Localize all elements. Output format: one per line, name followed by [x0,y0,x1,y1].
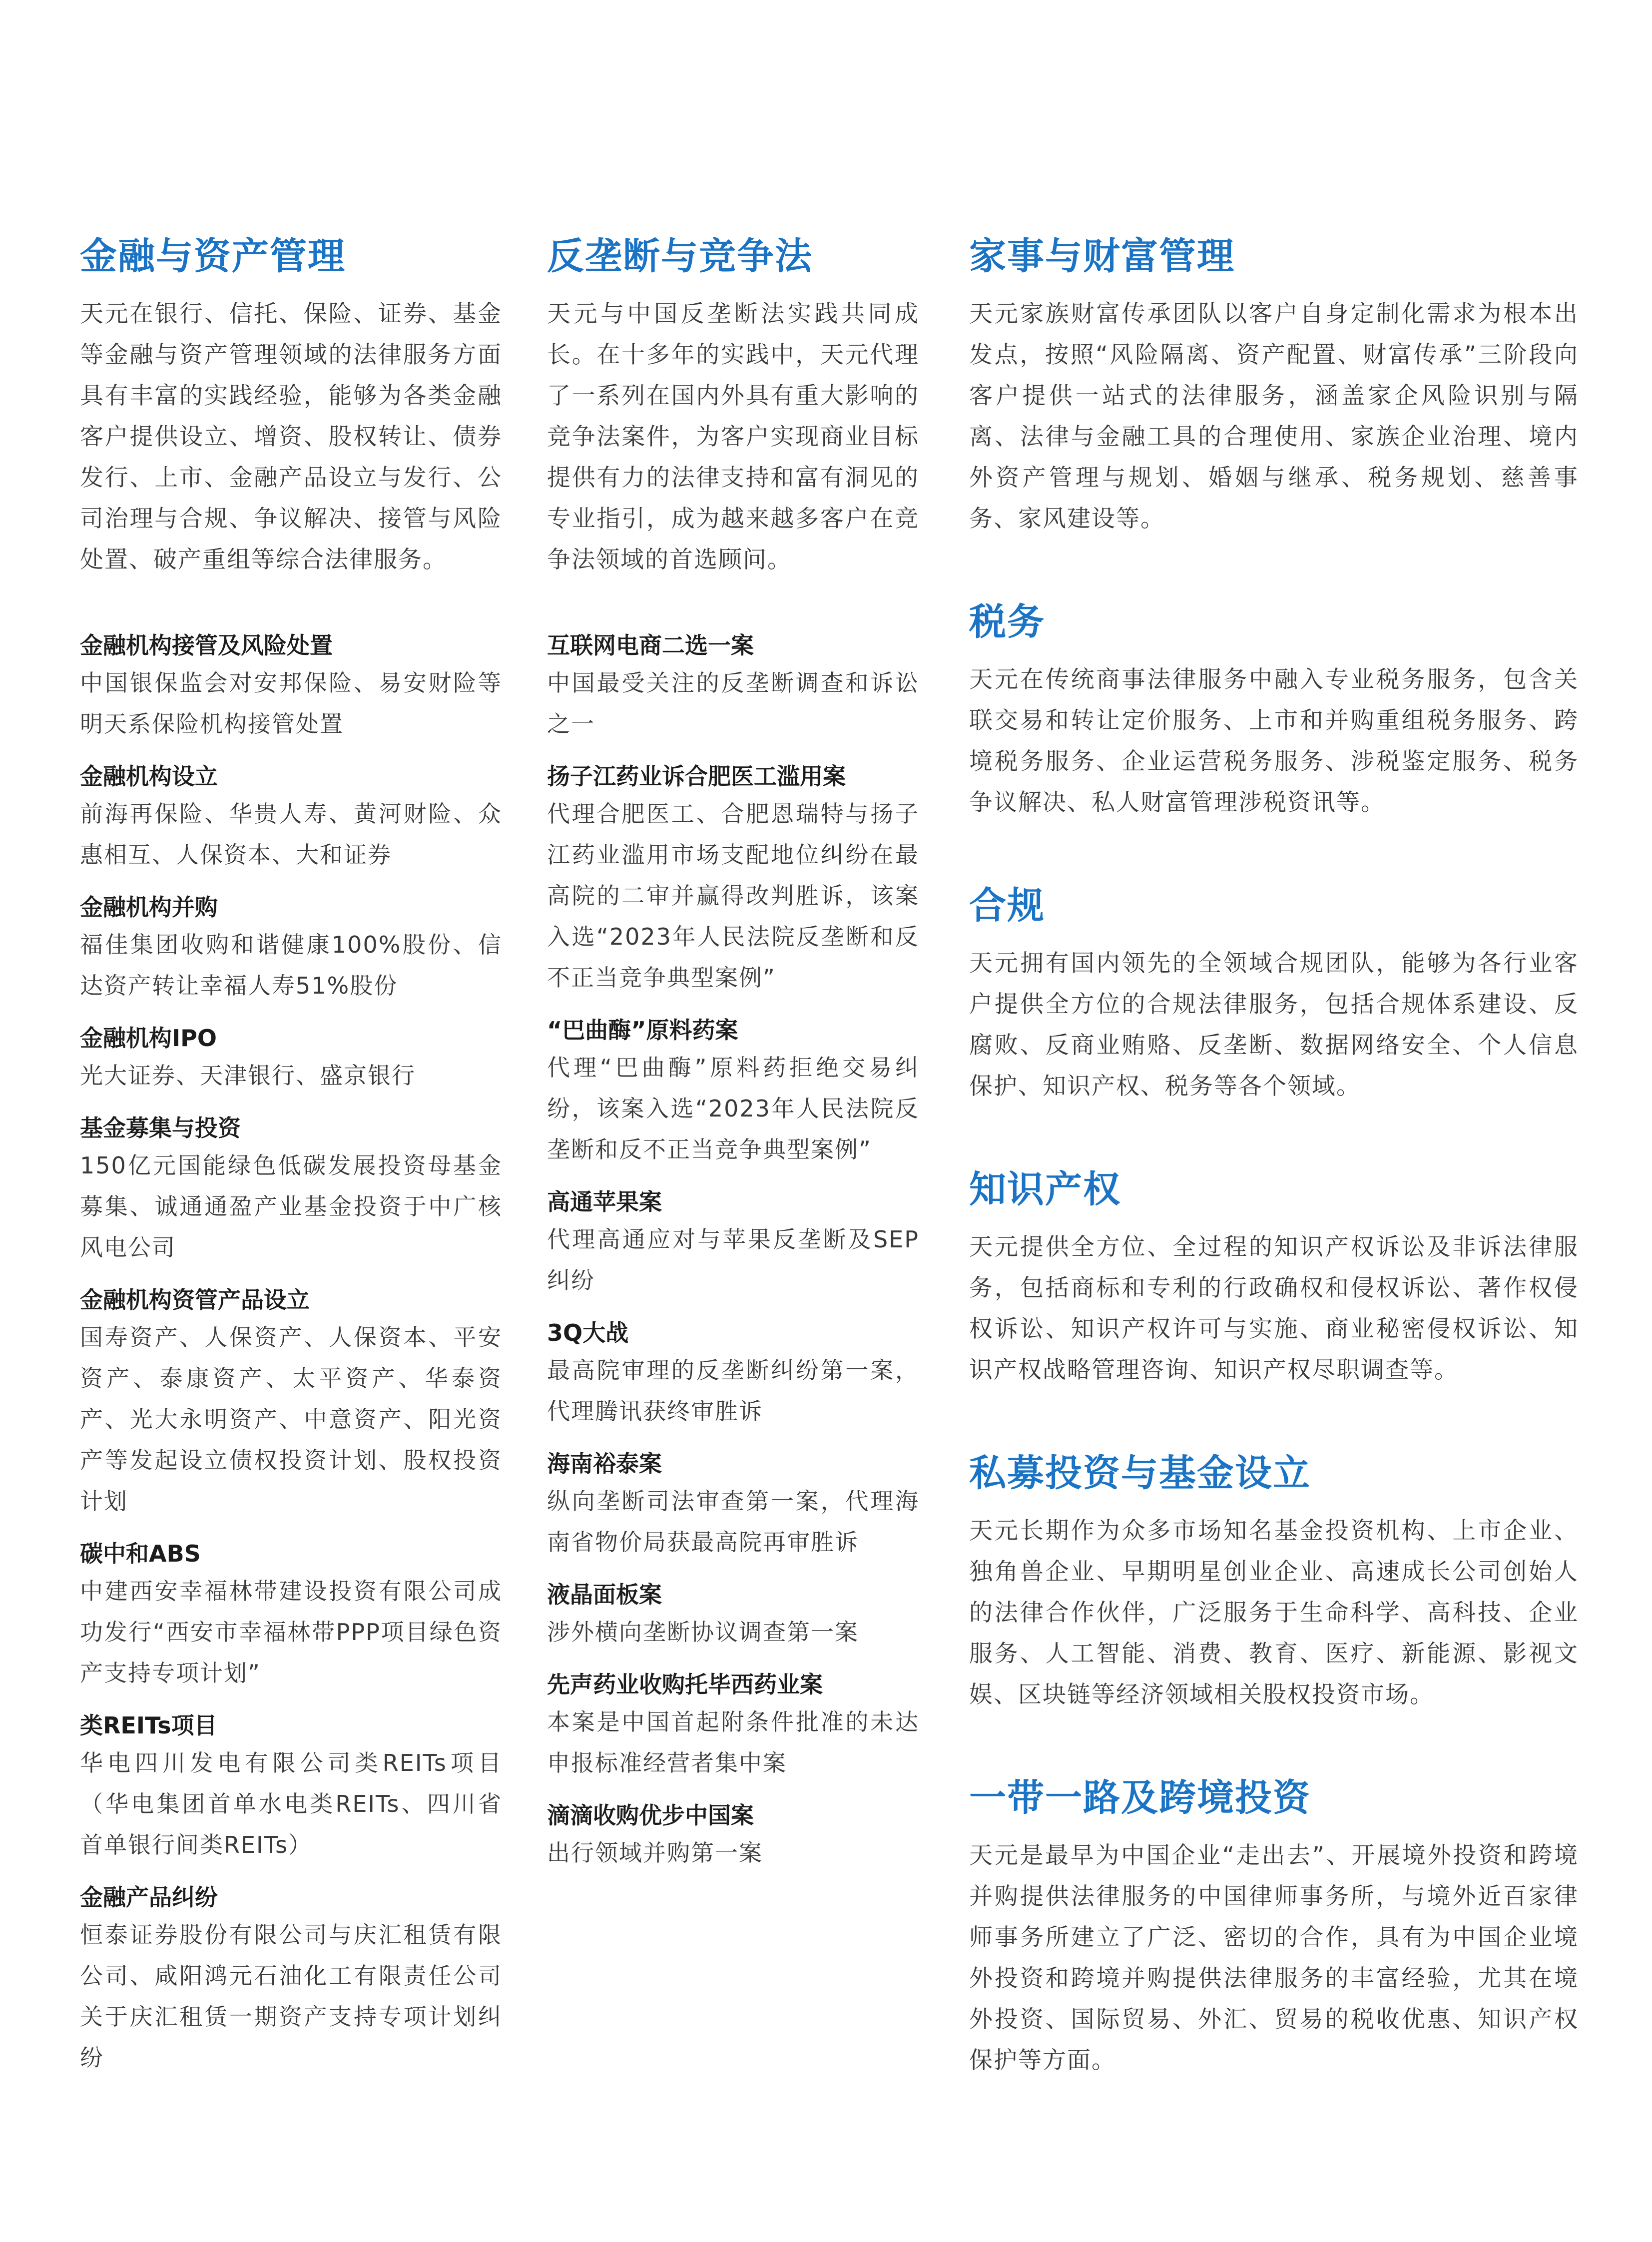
case-description: 代理“巴曲酶”原料药拒绝交易纠纷，该案入选“2023年人民法院反垄断和反不正当竞争典型案例” [547,1054,919,1163]
finance-asset-title: 金融与资产管理 [80,235,346,278]
case-description: 代理高通应对与苹果反垄断及SEP纠纷 [547,1226,919,1294]
case-item [547,1447,919,1563]
case-title: 金融机构接管及风险处置 [80,632,333,659]
case-title: 金融产品纠纷 [80,1884,218,1911]
finance-asset-intro: 天元在银行、信托、保险、证券、基金等金融与资产管理领域的法律服务方面具有丰富的实践经验，能够为各类金融客户提供设立、增资、股权转让、债券发行、上市、金融产品设立与发行、公司治理与合规、争议解决、接管与风险处置、破产重组等综合法律服务。 [80,300,502,573]
case-title: 碳中和ABS [80,1540,201,1567]
case-title: 金融机构并购 [80,894,218,921]
ip-section [969,1162,1579,1391]
case-description: 本案是中国首起附条件批准的未达申报标准经营者集中案 [547,1708,919,1776]
practice-areas-column [969,229,1579,2136]
case-item [80,628,502,744]
case-item [80,890,502,1006]
antitrust-intro: 天元与中国反垄断法实践共同成长。在十多年的实践中，天元代理了一系列在国内外具有重大影响的竞争法案件，为客户实现商业目标提供有力的法律支持和富有洞见的专业指引，成为越来越多客户在竞争法领域的首选顾问。 [547,300,919,573]
case-title: 金融机构资管产品设立 [80,1286,310,1313]
compliance-section [969,878,1579,1107]
case-description: 中国最受关注的反垄断调查和诉讼之一 [547,669,919,737]
case-item [547,1013,919,1170]
private-equity-body: 天元长期作为众多市场知名基金投资机构、上市企业、独角兽企业、早期明星创业企业、高速成长公司创始人的法律合作伙伴，广泛服务于生命科学、高科技、企业服务、人工智能、消费、教育、医疗、新能源、影视文娱、区块链等经济领域相关股权投资市场。 [969,1517,1579,1708]
antitrust-case-list [547,628,919,1873]
tax-body: 天元在传统商事法律服务中融入专业税务服务，包含关联交易和转让定价服务、上市和并购重组税务服务、跨境税务服务、企业运营税务服务、涉税鉴定服务、税务争议解决、私人财富管理涉税资讯等。 [969,666,1579,816]
case-description: 光大证券、天津银行、盛京银行 [80,1062,416,1089]
compliance-body: 天元拥有国内领先的全领域合规团队，能够为各行业客户提供全方位的合规法律服务，包括合规体系建设、反腐败、反商业贿赂、反垄断、数据网络安全、个人信息保护、知识产权、税务等各个领域。 [969,950,1579,1100]
belt-road-section [969,1770,1579,2081]
case-title: 类REITs项目 [80,1712,217,1739]
ip-title: 知识产权 [969,1168,1121,1211]
case-item [80,1111,502,1268]
case-title: 金融机构IPO [80,1025,217,1052]
case-description: 福佳集团收购和谐健康100%股份、信达资产转让幸福人寿51%股份 [80,931,502,999]
case-description: 中国银保监会对安邦保险、易安财险等明天系保险机构接管处置 [80,669,502,737]
case-title: 基金募集与投资 [80,1115,241,1141]
tax-title: 税务 [969,600,1045,643]
case-item [547,1578,919,1653]
case-title: 滴滴收购优步中国案 [547,1802,754,1829]
antitrust-title: 反垄断与竞争法 [547,235,813,278]
case-item [547,628,919,744]
case-title: 互联网电商二选一案 [547,632,754,659]
case-item [80,759,502,875]
family-wealth-section [969,229,1579,540]
case-item [80,1283,502,1522]
case-title: “巴曲酶”原料药案 [547,1017,738,1044]
belt-road-body: 天元是最早为中国企业“走出去”、开展境外投资和跨境并购提供法律服务的中国律师事务所，与境外近百家律师事务所建立了广泛、密切的合作，具有为中国企业境外投资和跨境并购提供法律服务的丰富经验，尤其在境外投资、国际贸易、外汇、贸易的税收优惠、知识产权保护等方面。 [969,1842,1579,2074]
private-equity-title: 私募投资与基金设立 [969,1452,1311,1495]
case-item [547,1185,919,1301]
case-title: 海南裕泰案 [547,1450,662,1477]
case-title: 扬子江药业诉合肥医工滥用案 [547,763,846,790]
case-item [547,759,919,998]
private-equity-section [969,1446,1579,1715]
compliance-title: 合规 [969,884,1045,927]
case-title: 金融机构设立 [80,763,218,790]
case-item [80,1708,502,1865]
finance-asset-column [80,229,502,2093]
case-description: 代理合肥医工、合肥恩瑞特与扬子江药业滥用市场支配地位纠纷在最高院的二审并赢得改判胜诉，该案入选“2023年人民法院反垄断和反不正当竞争典型案例” [547,800,919,991]
case-item [547,1798,919,1873]
case-description: 国寿资产、人保资产、人保资本、平安资产、泰康资产、太平资产、华泰资产、光大永明资产、中意资产、阳光资产等发起设立债权投资计划、股权投资计划 [80,1324,502,1515]
case-description: 纵向垄断司法审查第一案，代理海南省物价局获最高院再审胜诉 [547,1488,919,1556]
case-description: 恒泰证券股份有限公司与庆汇租赁有限公司、咸阳鸿元石油化工有限责任公司关于庆汇租赁一期资产支持专项计划纠纷 [80,1921,502,2071]
case-title: 3Q大战 [547,1319,629,1346]
case-description: 涉外横向垄断协议调查第一案 [547,1619,859,1646]
case-title: 高通苹果案 [547,1188,662,1215]
case-description: 最高院审理的反垄断纠纷第一案，代理腾讯获终审胜诉 [547,1357,919,1425]
case-description: 前海再保险、华贵人寿、黄河财险、众惠相互、人保资本、大和证券 [80,800,502,868]
ip-body: 天元提供全方位、全过程的知识产权诉讼及非诉法律服务，包括商标和专利的行政确权和侵权诉讼、著作权侵权诉讼、知识产权许可与实施、商业秘密侵权诉讼、知识产权战略管理咨询、知识产权尽职调查等。 [969,1233,1579,1384]
family-wealth-body: 天元家族财富传承团队以客户自身定制化需求为根本出发点，按照“风险隔离、资产配置、财富传承”三阶段向客户提供一站式的法律服务，涵盖家企风险识别与隔离、法律与金融工具的合理使用、家族企业治理、境内外资产管理与规划、婚姻与继承、税务规划、慈善事务、家风建设等。 [969,300,1579,533]
case-item [547,1316,919,1432]
case-item [547,1668,919,1783]
antitrust-column [547,229,919,1888]
family-wealth-title: 家事与财富管理 [969,235,1235,278]
case-item [80,1880,502,2078]
tax-section [969,594,1579,823]
case-title: 液晶面板案 [547,1581,662,1608]
belt-road-title: 一带一路及跨境投资 [969,1776,1311,1819]
case-description: 中建西安幸福林带建设投资有限公司成功发行“西安市幸福林带PPP项目绿色资产支持专项计划” [80,1578,502,1686]
case-description: 出行领域并购第一案 [547,1839,763,1866]
finance-asset-case-list [80,628,502,2078]
case-description: 150亿元国能绿色低碳发展投资母基金募集、诚通通盈产业基金投资于中广核风电公司 [80,1152,502,1261]
case-title: 先声药业收购托毕西药业案 [547,1671,823,1698]
case-item [80,1021,502,1096]
case-description: 华电四川发电有限公司类REITs项目（华电集团首单水电类REITs、四川省首单银行间类REITs） [80,1749,502,1858]
case-item [80,1537,502,1693]
